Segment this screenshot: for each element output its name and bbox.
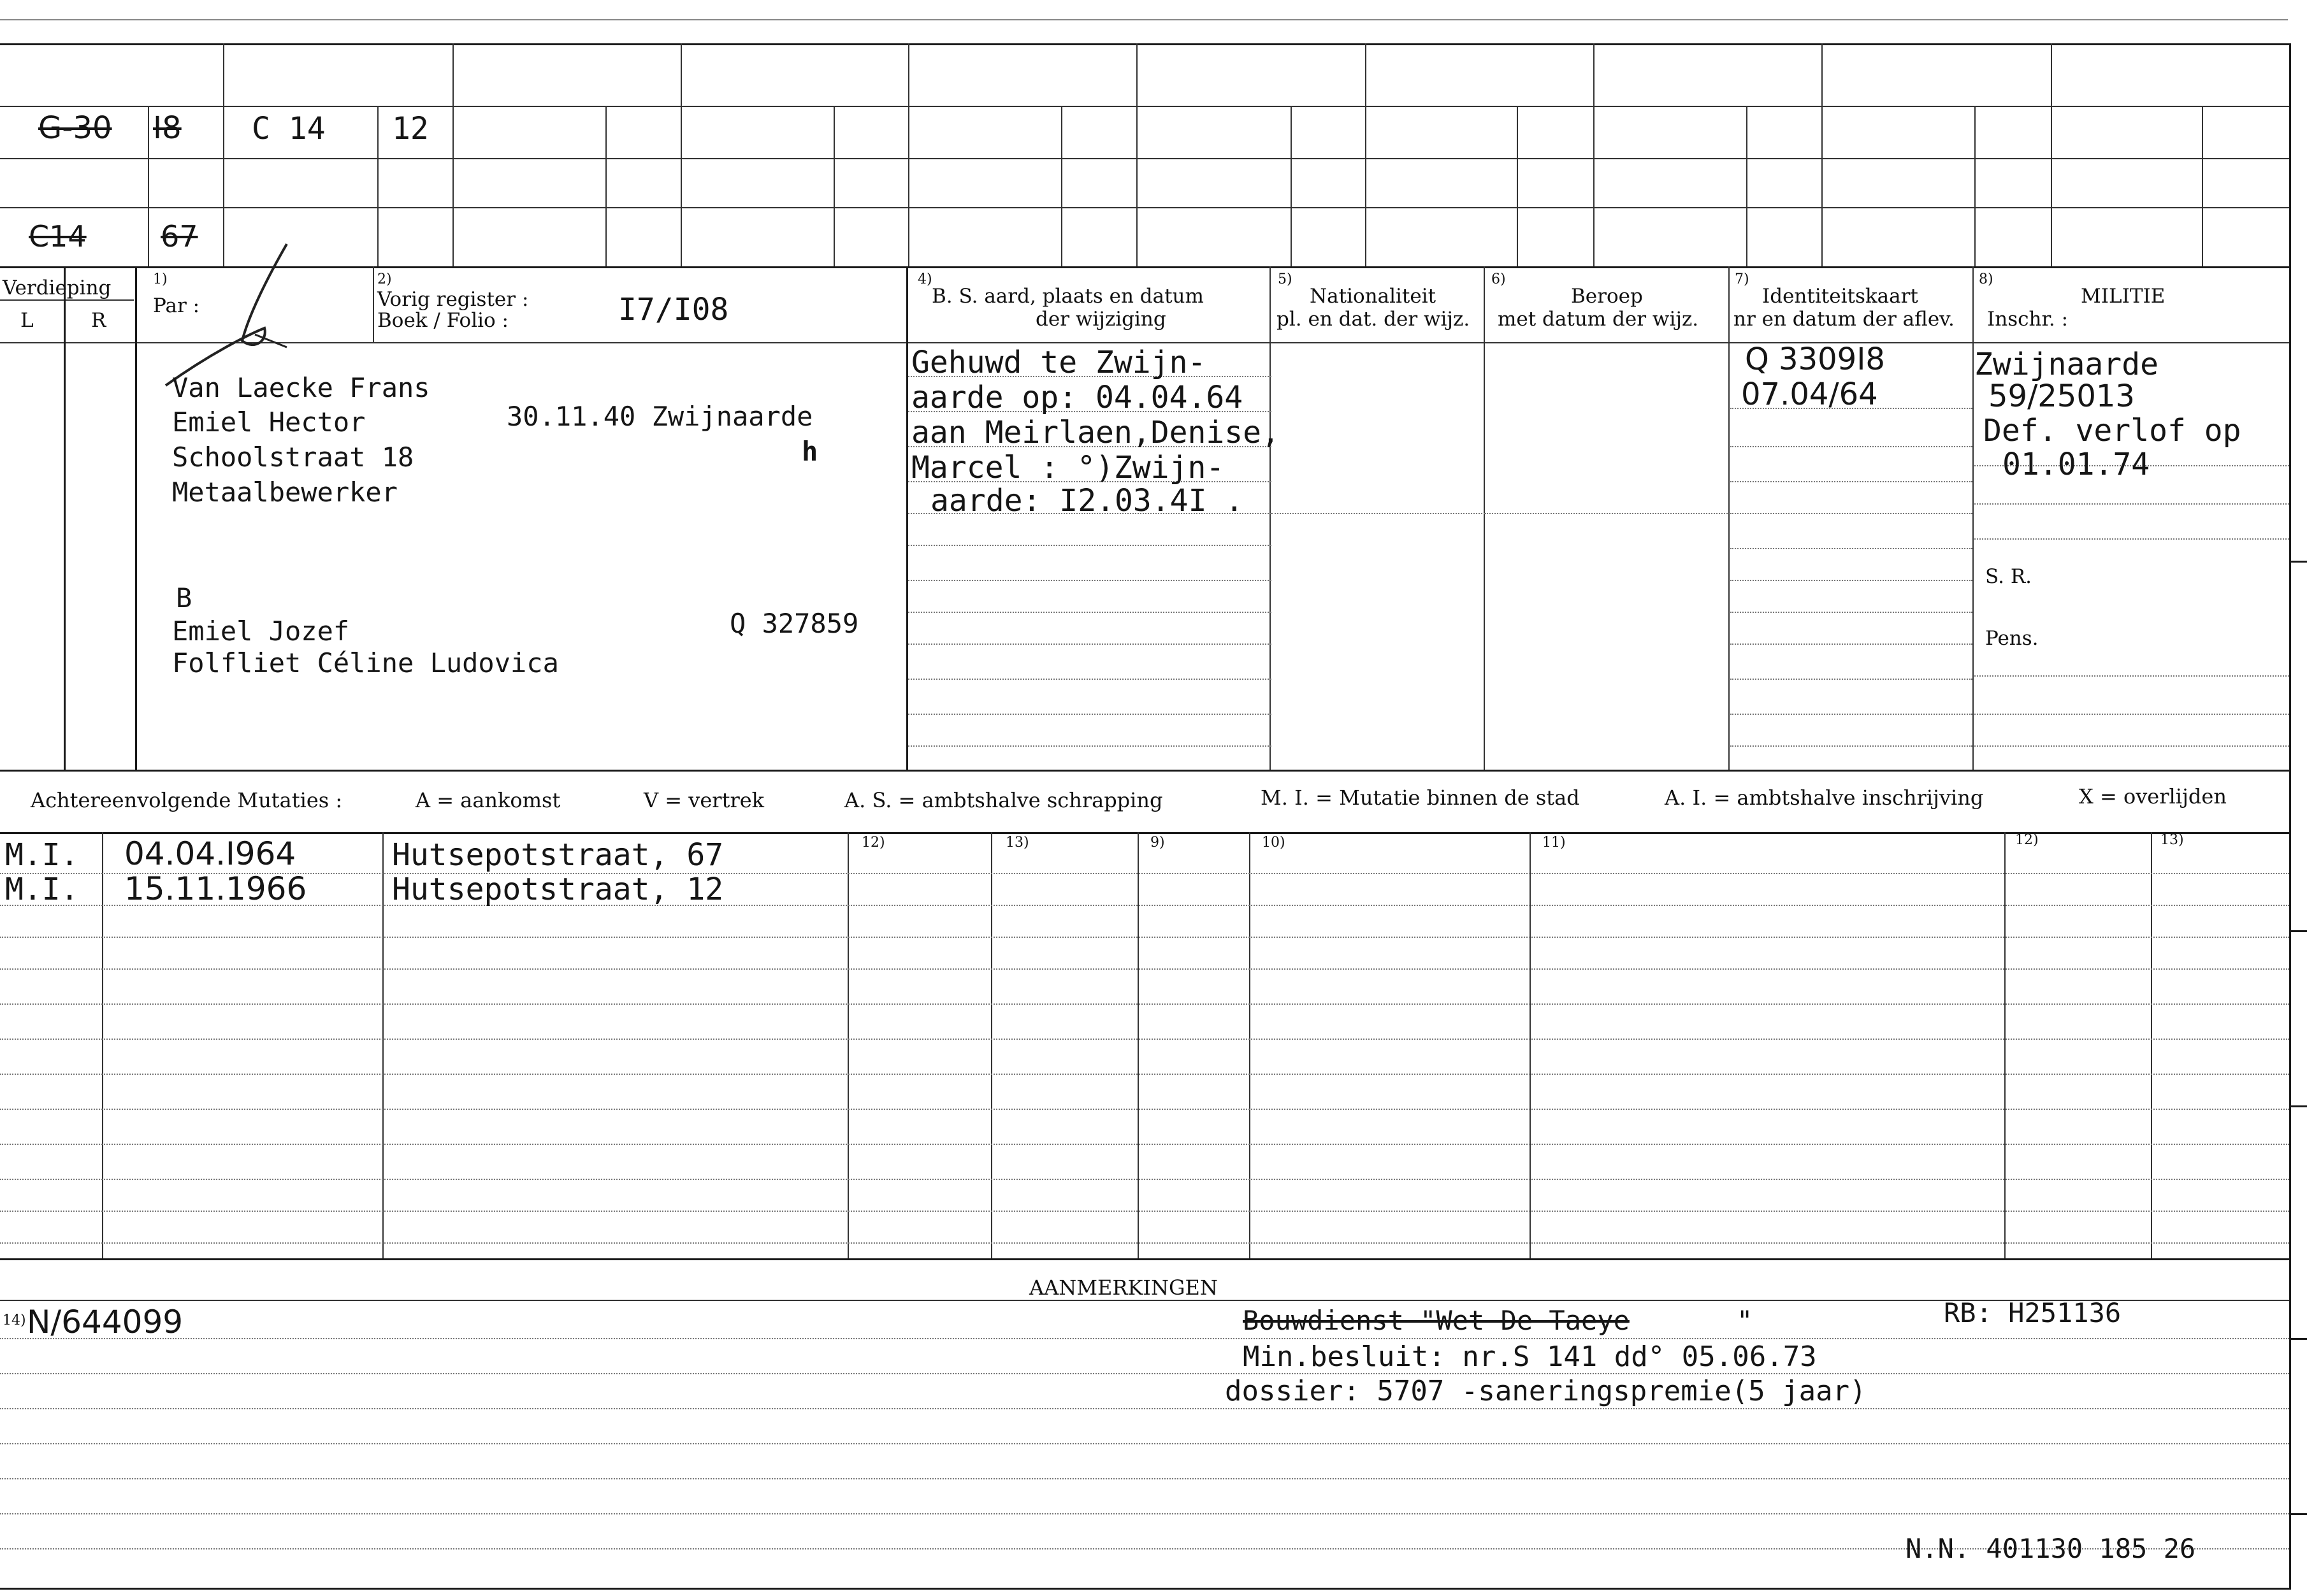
remarks-nr: N/644099 [27,1304,184,1341]
mut-num-12b: 12) [2015,832,2039,848]
n1-label: 1) [153,271,168,287]
top-r1-c2: I8 [153,110,182,146]
top-r2-c1: C14 [29,219,87,254]
father-id: Q 327859 [730,608,859,639]
remarks-struck-end: " [1737,1305,1753,1336]
n8-label: 8) [1979,271,1993,287]
legend-label: Achtereenvolgende Mutaties : [31,788,343,812]
n6-label: 6) [1491,271,1506,287]
person-mark: h [802,436,818,467]
bs-line-5: aarde: I2.03.4I . [930,483,1244,519]
vorig-label: Vorig register : [377,288,529,311]
ber-label-2: met datum der wijz. [1498,308,1699,331]
mut-date: 04.04.I964 [124,835,296,872]
nat-label-2: pl. en dat. der wijz. [1276,308,1470,331]
legend-mi: M. I. = Mutatie binnen de stad [1261,786,1580,810]
mut-num-13a: 13) [1006,835,1029,851]
id-label-2: nr en datum der aflev. [1733,308,1955,331]
militie-place: Zwijnaarde [1974,347,2159,382]
militie-label: MILITIE [2081,285,2166,308]
legend-as: A. S. = ambtshalve schrapping [844,788,1163,812]
mut-code: M.I. [5,872,79,907]
bs-label-1: B. S. aard, plaats en datum [932,285,1204,308]
remarks-dossier: dossier: 5707 -saneringspremie(5 jaar) [1225,1375,1867,1407]
pens-label: Pens. [1985,627,2039,650]
ber-label-1: Beroep [1571,285,1643,308]
militie-date: 01.01.74 [2002,447,2150,482]
person-given: Emiel Hector [172,406,366,438]
bs-label-2: der wijziging [1036,308,1166,331]
n5-label: 5) [1278,271,1292,287]
legend-v: V = vertrek [644,788,765,812]
top-r1-c1: G-30 [38,110,112,146]
mother-name: Folfliet Céline Ludovica [172,647,559,679]
bs-line-2: aarde op: 04.04.64 [911,380,1243,415]
top-r1-c4: 12 [392,111,429,147]
n4-label: 4) [918,271,932,287]
verdieping-label: Verdieping [3,277,112,299]
mut-address: Hutsepotstraat, 67 [392,837,724,873]
top-r1-c3: C 14 [252,111,326,147]
father-name: Emiel Jozef [172,615,350,647]
bs-line-4: Marcel : °)Zwijn- [911,450,1225,485]
person-name: Van Laecke Frans [172,372,430,403]
legend-a: A = aankomst [416,788,561,812]
signature-arrow [153,239,312,392]
mut-num-12a: 12) [862,835,885,851]
person-birth: 30.11.40 Zwijnaarde [507,401,813,432]
mut-date: 15.11.1966 [124,870,307,907]
person-job: Metaalbewerker [172,477,398,508]
remarks-nn: N.N. 401130 185 26 [1906,1533,2196,1564]
l-label: L [20,309,34,332]
remarks-title: AANMERKINGEN [1029,1276,1218,1300]
mut-code: M.I. [5,837,79,873]
top-r2-c2: 67 [161,219,198,254]
militie-def: Def. verlof op [1983,413,2241,449]
idcard-number: Q 3309I8 [1745,341,1885,377]
remarks-min: Min.besluit: nr.S 141 dd° 05.06.73 [1243,1341,1817,1373]
bs-line-3: aan Meirlaen,Denise, [911,415,1280,450]
mut-num-10: 10) [1262,835,1285,851]
person-address: Schoolstraat 18 [172,442,414,473]
sr-label: S. R. [1985,565,2032,588]
id-label-1: Identiteitskaart [1762,285,1918,308]
n7-label: 7) [1735,271,1749,287]
legend-x: X = overlijden [2079,784,2227,809]
mut-num-13b: 13) [2160,832,2184,848]
nat-label-1: Nationaliteit [1310,285,1436,308]
inschr-label: Inschr. : [1987,308,2069,331]
mut-num-11: 11) [1542,835,1566,851]
par-label: Par : [153,294,200,317]
remarks-rb: RB: H251136 [1944,1297,2122,1328]
boek-value: I7/I08 [618,292,729,327]
boek-label: Boek / Folio : [377,309,509,332]
n2-label: 2) [377,271,392,287]
remarks-struck: Bouwdienst "Wet De Taeye [1243,1305,1630,1336]
mut-address: Hutsepotstraat, 12 [392,872,724,907]
bs-line-1: Gehuwd te Zwijn- [911,345,1206,380]
idcard-date: 07.04/64 [1741,377,1878,412]
person-b: B [176,582,192,614]
legend-ai: A. I. = ambtshalve inschrijving [1665,786,1984,810]
militie-number: 59/25013 [1988,378,2135,414]
mut-num-9: 9) [1150,835,1165,851]
remarks-n14: 14) [3,1312,26,1328]
r-label: R [91,309,106,332]
